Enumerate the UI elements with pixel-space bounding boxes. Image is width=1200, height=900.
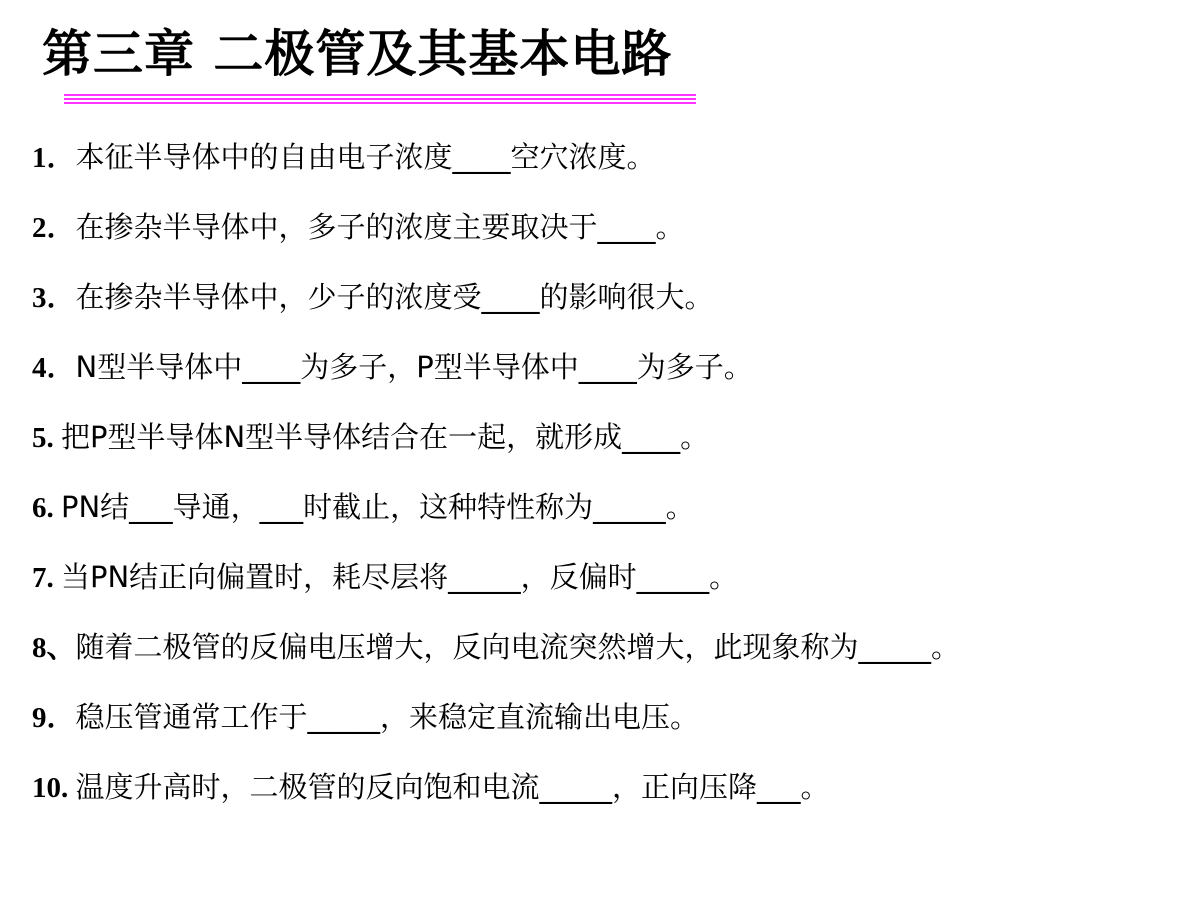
question-text: PN结___导通，___时截止，这种特性称为_____。 [61,490,695,524]
question-item [32,625,960,670]
question-text: 当PN结正向偏置时，耗尽层将_____，反偏时_____。 [61,560,739,594]
title-underline-1 [64,94,696,96]
question-item [32,555,738,600]
question-text: 本征半导体中的自由电子浓度____空穴浓度。 [75,140,656,174]
question-item [32,275,714,320]
question-text: 温度升高时，二极管的反向饱和电流_____，正向压降___。 [75,770,830,804]
question-number: 2． [32,212,76,244]
question-number: 1． [32,142,76,174]
question-item [32,485,695,530]
question-item [32,345,753,390]
slide-title: 第三章 二极管及其基本电路 [42,25,673,83]
question-number: 9． [32,702,76,734]
question-item [32,765,830,810]
question-number: 5. [32,422,61,454]
title-underline-2 [64,98,696,100]
question-text: 在掺杂半导体中，多子的浓度主要取决于____。 [75,210,685,244]
question-text: 把P型半导体N型半导体结合在一起，就形成____。 [61,420,710,454]
question-text: 稳压管通常工作于_____，来稳定直流输出电压。 [75,700,700,734]
question-item [32,695,699,740]
question-text: 在掺杂半导体中，少子的浓度受____的影响很大。 [75,280,714,314]
question-number: 4． [32,352,76,384]
question-number: 10. [32,772,76,804]
question-item [32,415,709,460]
question-item [32,135,656,180]
question-number: 3． [32,282,76,314]
question-number: 6. [32,492,61,524]
question-number: 8、 [32,632,76,664]
question-text: 随着二极管的反偏电压增大，反向电流突然增大，此现象称为_____。 [75,630,961,664]
title-underline-3 [64,102,696,104]
question-number: 7. [32,562,61,594]
question-text: N型半导体中____为多子，P型半导体中____为多子。 [75,350,753,384]
question-item [32,205,685,250]
